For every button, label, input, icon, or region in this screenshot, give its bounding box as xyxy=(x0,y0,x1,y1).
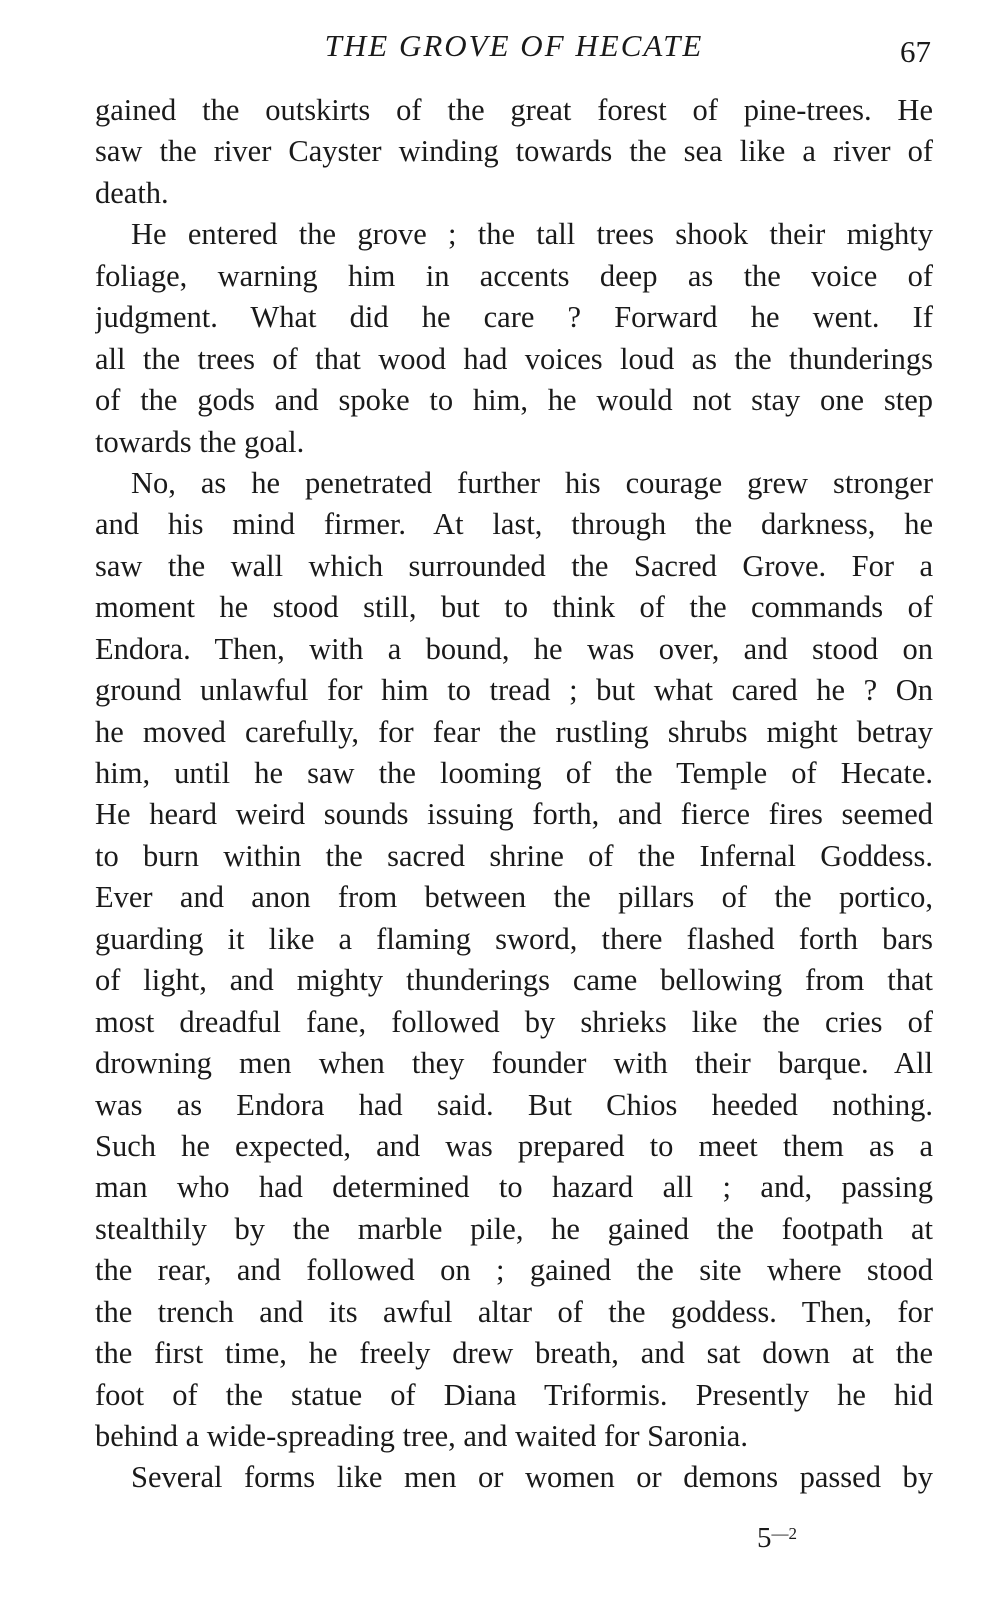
text-line: was as Endora had said. But Chios heeded nothing. xyxy=(95,1087,933,1122)
text-line: him, until he saw the looming of the Temple of Hecate. xyxy=(95,756,933,790)
text-line: all the trees of that wood had voices loud as the thunderings xyxy=(95,341,933,376)
running-head xyxy=(95,28,933,72)
text-line: No, as he penetrated further his courage grew stronger xyxy=(131,465,933,500)
signature-mark xyxy=(757,1522,797,1555)
text-line: behind a wide-spreading tree, and waited for Saronia. xyxy=(95,1419,748,1453)
text-line: He entered the grove ; the tall trees shook their mighty xyxy=(131,217,933,252)
text-line: ground unlawful for him to tread ; but what cared he ? On xyxy=(95,673,933,708)
text-line: death. xyxy=(95,175,169,210)
body-text xyxy=(95,90,933,1499)
text-line: the trench and its awful altar of the goddess. Then, for xyxy=(95,1294,933,1329)
signature-number: 5 xyxy=(757,1522,772,1554)
text-line: towards the goal. xyxy=(95,424,305,459)
signature-subscript: —2 xyxy=(771,1524,797,1543)
text-line: Such he expected, and was prepared to meet them as a xyxy=(95,1128,933,1163)
text-line: saw the river Cayster winding towards the sea like a river of xyxy=(95,134,933,169)
text-line: foot of the statue of Diana Triformis. Presently he hid xyxy=(95,1377,933,1412)
page-number: 67 xyxy=(900,34,931,69)
text-line: the first time, he freely drew breath, and sat down at the xyxy=(95,1336,933,1371)
text-line: moment he stood still, but to think of the commands of xyxy=(95,590,933,625)
running-title: THE GROVE OF HECATE xyxy=(324,28,704,63)
text-line: guarding it like a flaming sword, there flashed forth bars xyxy=(95,921,933,956)
text-line: of the gods and spoke to him, he would not stay one step xyxy=(95,383,933,418)
text-line: He heard weird sounds issuing forth, and fierce fires seemed xyxy=(95,797,933,832)
text-line: judgment. What did he care ? Forward he went. If xyxy=(95,300,933,335)
text-line: of light, and mighty thunderings came bellowing from that xyxy=(95,963,933,998)
text-line: saw the wall which surrounded the Sacred Grove. For a xyxy=(95,548,933,583)
text-line: he moved carefully, for fear the rustling shrubs might betray xyxy=(95,714,933,749)
text-line: to burn within the sacred shrine of the Infernal Goddess. xyxy=(95,838,933,873)
text-line: drowning men when they founder with their barque. All xyxy=(95,1046,933,1081)
text-line: Ever and anon from between the pillars of the portico, xyxy=(95,880,933,915)
text-line: man who had determined to hazard all ; and, passing xyxy=(95,1170,933,1205)
text-line: and his mind firmer. At last, through the darkness, he xyxy=(95,507,933,542)
text-line: Several forms like men or women or demons passed by xyxy=(131,1460,933,1495)
text-line: the rear, and followed on ; gained the site where stood xyxy=(95,1253,933,1288)
text-line: Endora. Then, with a bound, he was over, and stood on xyxy=(95,631,933,666)
text-line: most dreadful fane, followed by shrieks like the cries of xyxy=(95,1004,933,1039)
text-line: stealthily by the marble pile, he gained the footpath at xyxy=(95,1211,933,1246)
text-line: gained the outskirts of the great forest of pine-trees. He xyxy=(95,93,933,127)
text-line: foliage, warning him in accents deep as the voice of xyxy=(95,258,933,293)
